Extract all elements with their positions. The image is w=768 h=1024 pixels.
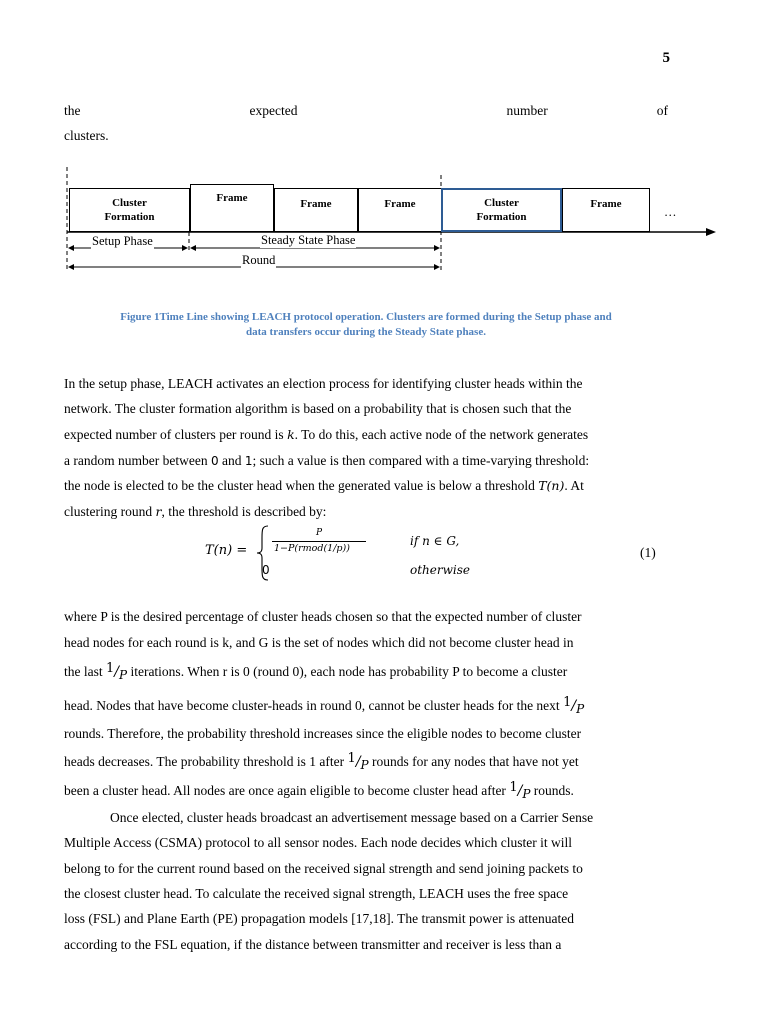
equation-condition: if n ∈ G, <box>410 534 460 548</box>
intro-word: of <box>656 103 668 118</box>
body-line: network. The cluster formation algorithm is based on a probability that is chosen such that the <box>64 401 572 416</box>
body-line: heads decreases. The probability threshold is 1 after $^1/_P$ rounds for any nodes that have not yet <box>64 751 579 772</box>
math-var: r <box>155 504 162 519</box>
frame-box: Frame <box>274 188 358 232</box>
intro-word: number <box>506 103 548 118</box>
math-var: T(n) <box>538 478 565 493</box>
equation-number: (1) <box>640 545 656 560</box>
steady-state-label: Steady State Phase <box>261 233 356 247</box>
body-line: clustering round r, the threshold is described by: <box>64 504 327 519</box>
one-over-p: $^1/_P$ <box>347 751 369 772</box>
frame-box: Frame <box>358 188 442 232</box>
body-line: belong to for the current round based on the received signal strength and send joining packets to <box>64 861 583 876</box>
equation-denominator: 1−P(rmod(1/p)) <box>274 543 350 554</box>
timeline-lines <box>0 0 768 300</box>
intro-end: clusters. <box>64 128 109 143</box>
frame-box: Frame <box>190 184 274 232</box>
figure-caption <box>70 310 662 340</box>
time-axis-arrowhead <box>706 228 716 236</box>
body-line: the node is elected to be the cluster head when the generated value is below a threshold T(n). At <box>64 478 584 493</box>
math-number: 0 <box>210 454 219 468</box>
timeline-figure <box>0 0 768 300</box>
intro-word: the <box>64 103 81 118</box>
body-line: rounds. Therefore, the probability threshold increases since the eligible nodes to become cluster <box>64 726 582 741</box>
page-number: 5 <box>662 50 670 66</box>
caption-line: data transfers occur during the Steady State phase. <box>246 326 486 338</box>
one-over-p: $^1/_P$ <box>563 695 585 716</box>
body-line: a random number between 0 and 1; such a value is then compared with a time-varying threshold: <box>64 453 590 468</box>
one-over-p: $^1/_P$ <box>509 780 531 801</box>
body-line: been a cluster head. All nodes are once again eligible to become cluster head after $^1/_P$ rounds. <box>64 780 574 801</box>
one-over-p: $^1/_P$ <box>106 661 128 682</box>
body-line: head. Nodes that have become cluster-heads in round 0, cannot be cluster heads for the next $^1/_P$ <box>64 695 585 716</box>
threshold-equation <box>0 520 768 586</box>
fraction-bar <box>272 541 366 542</box>
setup-phase-label: Setup Phase <box>92 234 153 248</box>
timeline-ellipsis: … <box>664 205 677 219</box>
equation-zero: 0 <box>262 563 270 577</box>
body-line: the closest cluster head. To calculate the received signal strength, LEACH uses the free space <box>64 886 569 901</box>
cluster-formation-box: Cluster Formation <box>441 188 562 232</box>
body-line: according to the FSL equation, if the distance between transmitter and receiver is less than a <box>64 937 562 952</box>
equation-lhs: T(n) = <box>205 543 248 558</box>
body-line: Once elected, cluster heads broadcast an advertisement message based on a Carrier Sense <box>110 810 594 825</box>
body-line: Multiple Access (CSMA) protocol to all sensor nodes. Each node decides which cluster it will <box>64 835 573 850</box>
cluster-formation-box: Cluster Formation <box>69 188 190 232</box>
equation-condition: otherwise <box>410 563 470 577</box>
caption-line: Figure 1Time Line showing LEACH protocol operation. Clusters are formed during the Setup phase and <box>120 311 612 323</box>
frame-box: Frame <box>562 188 650 232</box>
equation-numerator: P <box>316 528 323 538</box>
body-line: head nodes for each round is k, and G is the set of nodes which did not become cluster head in <box>64 635 574 650</box>
math-var: k <box>287 427 295 442</box>
body-line: expected number of clusters per round is k. To do this, each active node of the network generates <box>64 427 589 442</box>
body-line: the last $^1/_P$ iterations. When r is 0 (round 0), each node has probability P to become a cluster <box>64 661 568 682</box>
body-line: In the setup phase, LEACH activates an election process for identifying cluster heads within the <box>64 376 583 391</box>
round-label: Round <box>242 253 276 267</box>
math-number: 1 <box>244 454 253 468</box>
body-line: loss (FSL) and Plane Earth (PE) propagation models [17,18]. The transmit power is attenuated <box>64 911 575 926</box>
intro-word: expected <box>249 103 298 118</box>
body-line: where P is the desired percentage of cluster heads chosen so that the expected number of cluster <box>64 609 582 624</box>
